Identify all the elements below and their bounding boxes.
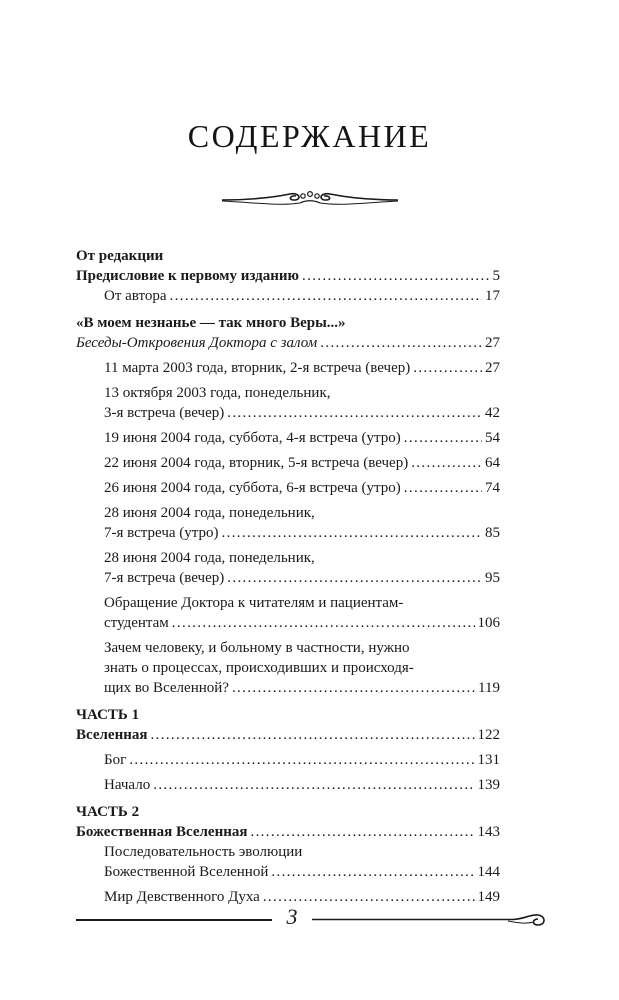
- toc-entry: [76, 428, 500, 448]
- toc-entry-page: 143: [477, 824, 500, 840]
- toc-entry-title: 7-я встреча (вечер): [104, 570, 225, 586]
- toc-entry-title: Беседы-Откровения Доктора с залом: [76, 335, 318, 351]
- toc-entry-title: Божественной Вселенной: [104, 864, 269, 880]
- toc-entry-page: 42: [485, 405, 500, 421]
- toc-entry: [76, 453, 500, 473]
- toc-entry-page: 5: [492, 268, 500, 284]
- toc-entry-page: 95: [485, 570, 500, 586]
- toc-entry: [76, 358, 500, 378]
- toc-entry: [76, 593, 500, 613]
- toc-dot-leader: [153, 775, 474, 795]
- toc-dot-leader: [250, 822, 474, 842]
- toc-entry: [76, 658, 500, 678]
- toc-entry-title: 26 июня 2004 года, суббота, 6-я встреча (утро): [104, 480, 401, 496]
- toc-dot-leader: [411, 453, 482, 473]
- toc-entry: [76, 523, 500, 543]
- toc-entry-page: 122: [477, 727, 500, 743]
- toc-entry: [76, 842, 500, 862]
- toc-dot-leader: [222, 523, 483, 543]
- toc-dot-leader: [320, 333, 482, 353]
- toc-entry-title: Последовательность эволюции: [104, 844, 303, 860]
- toc-entry-title: знать о процессах, происходивших и происходя-: [104, 660, 414, 676]
- toc-entry-page: 131: [477, 752, 500, 768]
- toc-entry-page: 85: [485, 525, 500, 541]
- toc-dot-leader: [170, 286, 482, 306]
- toc-entry-title: 11 марта 2003 года, вторник, 2-я встреча (вечер): [104, 360, 411, 376]
- toc-entry: [76, 503, 500, 523]
- toc-entry-page: 27: [485, 335, 500, 351]
- toc-entry-title: ЧАСТЬ 1: [76, 707, 140, 723]
- page-footer: [76, 904, 550, 934]
- toc-entry: [76, 313, 500, 333]
- flourish-ornament-icon: [220, 186, 400, 212]
- page-number: 3: [286, 904, 298, 929]
- toc-entry: [76, 333, 500, 353]
- toc-dot-leader: [150, 725, 474, 745]
- toc-dot-leader: [404, 428, 482, 448]
- toc-entry-title: Божественная Вселенная: [76, 824, 248, 840]
- toc-entry: [76, 383, 500, 403]
- table-of-contents: [76, 246, 500, 907]
- toc-dot-leader: [232, 678, 475, 698]
- toc-entry: [76, 705, 500, 725]
- toc-entry: [76, 246, 500, 266]
- toc-entry-title: студентам: [104, 615, 169, 631]
- toc-entry-page: 64: [485, 455, 500, 471]
- toc-entry-title: 22 июня 2004 года, вторник, 5-я встреча (вечер): [104, 455, 409, 471]
- toc-entry: [76, 638, 500, 658]
- toc-entry: [76, 478, 500, 498]
- toc-dot-leader: [227, 403, 482, 423]
- toc-dot-leader: [271, 862, 474, 882]
- toc-entry-title: Зачем человеку, и больному в частности, нужно: [104, 640, 410, 656]
- toc-dot-leader: [302, 266, 489, 286]
- toc-entry-page: 119: [478, 680, 500, 696]
- toc-entry-title: «В моем незнанье — так много Веры...»: [76, 315, 346, 331]
- toc-entry-page: 144: [477, 864, 500, 880]
- toc-dot-leader: [227, 568, 482, 588]
- toc-entry: [76, 862, 500, 882]
- toc-entry-title: 28 июня 2004 года, понедельник,: [104, 505, 315, 521]
- toc-entry-title: 3-я встреча (вечер): [104, 405, 225, 421]
- toc-entry-page: 17: [485, 288, 500, 304]
- toc-entry: [76, 822, 500, 842]
- toc-entry: [76, 568, 500, 588]
- page-title: СОДЕРЖАНИЕ: [187, 118, 432, 154]
- toc-entry-title: щих во Вселенной?: [104, 680, 229, 696]
- toc-entry: [76, 613, 500, 633]
- toc-entry-title: Предисловие к первому изданию: [76, 268, 300, 284]
- toc-entry-page: 74: [485, 480, 500, 496]
- toc-entry-title: ЧАСТЬ 2: [76, 804, 140, 820]
- toc-entry-title: От редакции: [76, 248, 164, 264]
- toc-entry-title: 19 июня 2004 года, суббота, 4-я встреча (утро): [104, 430, 401, 446]
- toc-entry: [76, 403, 500, 423]
- toc-entry-page: 54: [485, 430, 500, 446]
- toc-entry-title: Вселенная: [76, 727, 148, 743]
- toc-entry-page: 106: [477, 615, 500, 631]
- toc-entry-page: 27: [485, 360, 500, 376]
- toc-entry-title: Мир Девственного Духа: [104, 889, 260, 905]
- toc-entry: [76, 286, 500, 306]
- toc-entry: [76, 678, 500, 698]
- toc-dot-leader: [129, 750, 474, 770]
- toc-entry: [76, 266, 500, 286]
- footer-rule-left: [76, 919, 272, 921]
- toc-entry-page: 149: [477, 889, 500, 905]
- toc-entry-title: От автора: [104, 288, 167, 304]
- toc-entry-title: 13 октября 2003 года, понедельник,: [104, 385, 331, 401]
- footer-flourish-icon: [312, 908, 550, 932]
- toc-entry: [76, 802, 500, 822]
- toc-entry-title: 7-я встреча (утро): [104, 525, 219, 541]
- toc-dot-leader: [413, 358, 482, 378]
- toc-dot-leader: [404, 478, 482, 498]
- toc-entry: [76, 548, 500, 568]
- toc-entry-title: 28 июня 2004 года, понедельник,: [104, 550, 315, 566]
- toc-entry-page: 139: [477, 777, 500, 793]
- toc-entry-title: Бог: [104, 752, 127, 768]
- toc-dot-leader: [172, 613, 475, 633]
- toc-entry-title: Начало: [104, 777, 151, 793]
- toc-entry: [76, 775, 500, 795]
- toc-entry-title: Обращение Доктора к читателям и пациентам-: [104, 595, 404, 611]
- toc-entry: [76, 725, 500, 745]
- toc-entry: [76, 750, 500, 770]
